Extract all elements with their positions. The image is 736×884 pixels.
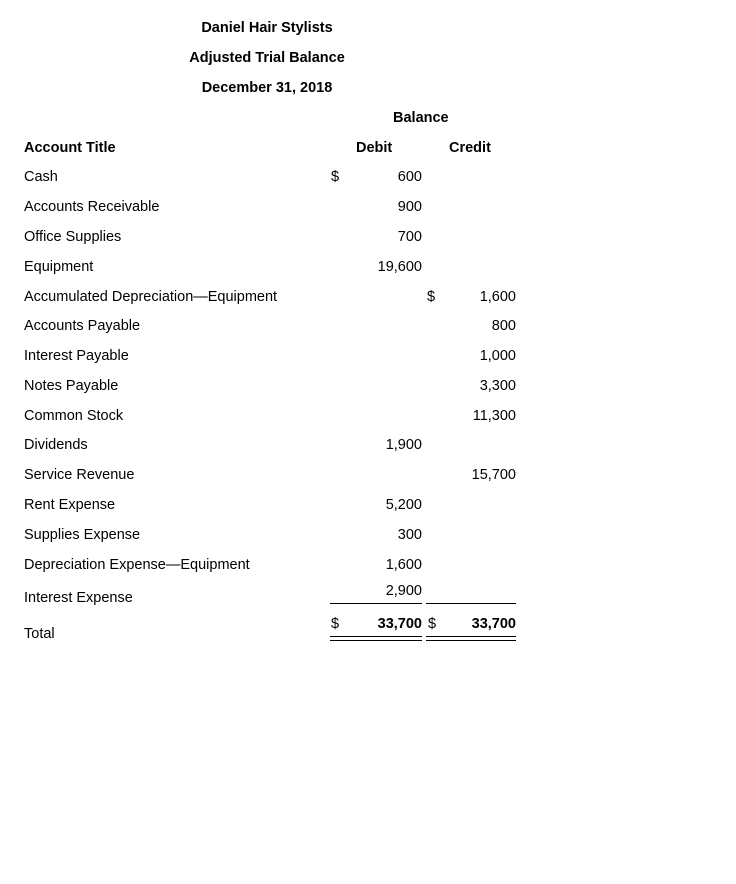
company-name: Daniel Hair Stylists [201,20,333,36]
row-accounts-receivable-account: Accounts Receivable [24,199,160,215]
row-dividends-account: Dividends [24,437,88,453]
total-debit-dollar-sign: $ [331,616,340,632]
row-supplies-expense-account: Supplies Expense [24,527,141,543]
total-debit: 33,700 [377,616,422,632]
row-cash-account: Cash [24,169,58,185]
row-notes-payable-account: Notes Payable [24,378,119,394]
account-title-header: Account Title [24,140,116,156]
statement-title: Adjusted Trial Balance [189,50,345,66]
row-equipment-debit: 19,600 [377,259,422,275]
balance-group-header: Balance [393,110,449,126]
row-accumulated-depreciation-account: Accumulated Depreciation—Equipment [24,289,278,305]
row-interest-expense-debit: 2,900 [385,583,422,599]
credit-subtotal-rule [426,603,516,604]
row-office-supplies-account: Office Supplies [24,229,122,245]
row-service-revenue-account: Service Revenue [24,467,135,483]
row-accumulated-depreciation-dollar-sign: $ [427,289,436,305]
debit-subtotal-rule [330,603,422,604]
row-interest-expense-account: Interest Expense [24,590,133,606]
row-depreciation-expense-debit: 1,600 [385,557,422,573]
row-notes-payable-credit: 3,300 [479,378,516,394]
row-depreciation-expense-account: Depreciation Expense—Equipment [24,557,250,573]
row-interest-payable-account: Interest Payable [24,348,129,364]
statement-date: December 31, 2018 [201,80,333,96]
debit-total-double-rule-bottom [330,640,422,641]
row-service-revenue-credit: 15,700 [471,467,516,483]
row-accounts-receivable-debit: 900 [397,199,422,215]
row-accumulated-depreciation-credit: 1,600 [479,289,516,305]
row-cash-debit: 600 [397,169,422,185]
row-dividends-debit: 1,900 [385,437,422,453]
row-common-stock-account: Common Stock [24,408,124,424]
total-credit-dollar-sign: $ [428,616,437,632]
total-label: Total [24,626,55,642]
credit-total-double-rule-bottom [426,640,516,641]
total-credit: 33,700 [471,616,516,632]
row-accounts-payable-account: Accounts Payable [24,318,141,334]
row-interest-payable-credit: 1,000 [479,348,516,364]
row-accounts-payable-credit: 800 [491,318,516,334]
debit-total-double-rule-top [330,636,422,637]
row-supplies-expense-debit: 300 [397,527,422,543]
row-office-supplies-debit: 700 [397,229,422,245]
row-rent-expense-account: Rent Expense [24,497,116,513]
row-equipment-account: Equipment [24,259,94,275]
row-rent-expense-debit: 5,200 [385,497,422,513]
credit-total-double-rule-top [426,636,516,637]
row-common-stock-credit: 11,300 [472,408,516,424]
row-cash-dollar-sign: $ [331,169,340,185]
credit-header: Credit [449,140,491,156]
debit-header: Debit [356,140,393,156]
